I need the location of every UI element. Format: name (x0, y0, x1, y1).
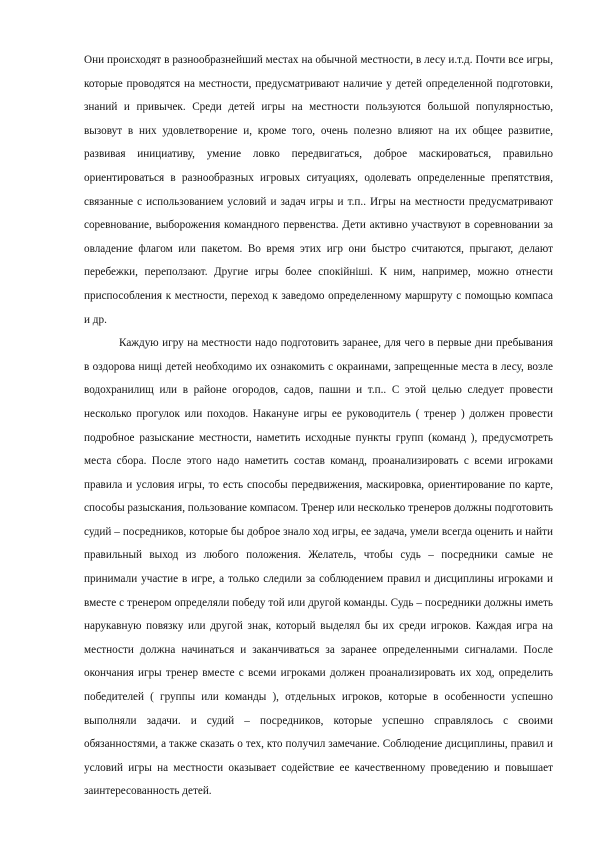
paragraph-2: Каждую игру на местности надо подготовить заранее, для чего в первые дни пребывания в оздорова нищі детей необходимо их ознакомить с окраинами, запрещенные места в лесу, возле водохранилищ или в районе огородов, садов, пашни и т.п.. С этой целью следует провести несколько прогулок или походов. Накануне игры ее руководитель ( тренер ) должен провести подробное разыскание местности, наметить исходные пункты групп (команд ), предусмотреть места сбора. После этого надо наметить состав команд, проанализировать с всеми игроками правила и условия игры, то есть способы передвижения, маскировка, ориентирование по карте, способы разыскания, пользование компасом. Тренер или несколько тренеров должны подготовить судий – посредников, которые бы доброе знало ход игры, ее задача, умели всегда оценить и найти правильный выход из любого положения. Желатель, чтобы судь – посредники самые не принимали участие в игре, а только следили за соблюдением правил и дисциплины игроками и вместе с тренером определяли победу той или другой команды. Судь – посредники должны иметь нарукавную повязку или другой знак, который выделял бы их среди игроков. Каждая игра на местности должна начинаться и заканчиваться за заранее определенными сигналами. После окончания игры тренер вместе с всеми игроками должен проанализировать их ход, определить победителей ( группы или команды ), отдельных игроков, которые в особенности успешно выполняли задачи. и судий – посредников, которые успешно справлялось с своими обязанностями, а также сказать о тех, кто получил замечание. Соблюдение дисциплины, правил и условий игры на местности оказывает содействие ее качественному проведению и повышает заинтересованность детей. (84, 337, 553, 798)
document-page (84, 49, 553, 804)
paragraph-1: Они происходят в разнообразнейший местах на обычной местности, в лесу и.т.д. Почти все игры, которые проводятся на местности, предусматривают наличие у детей определенной подготовки, знаний и привычек. Среди детей игры на местности пользуются большой популярностью, вызовут в них удовлетворение и, кроме того, очень полезно влияют на их общее развитие, развивая инициативу, умение ловко передвигаться, доброе маскироваться, правильно ориентироваться в разнообразных игровых ситуациях, одолевать определенные препятствия, связанные с использованием условий и задач игры и т.п.. Игры на местности предусматривают соревнование, выборожения командного первенства. Дети активно участвуют в соревновании за овладение флагом или пакетом. Во время этих игр они быстро считаются, прыгают, делают перебежки, переползают. Другие игры более спокійніші. К ним, например, можно отнести приспособления к местности, переход к заведомо определенному маршруту с помощью компаса и др. (84, 54, 553, 326)
